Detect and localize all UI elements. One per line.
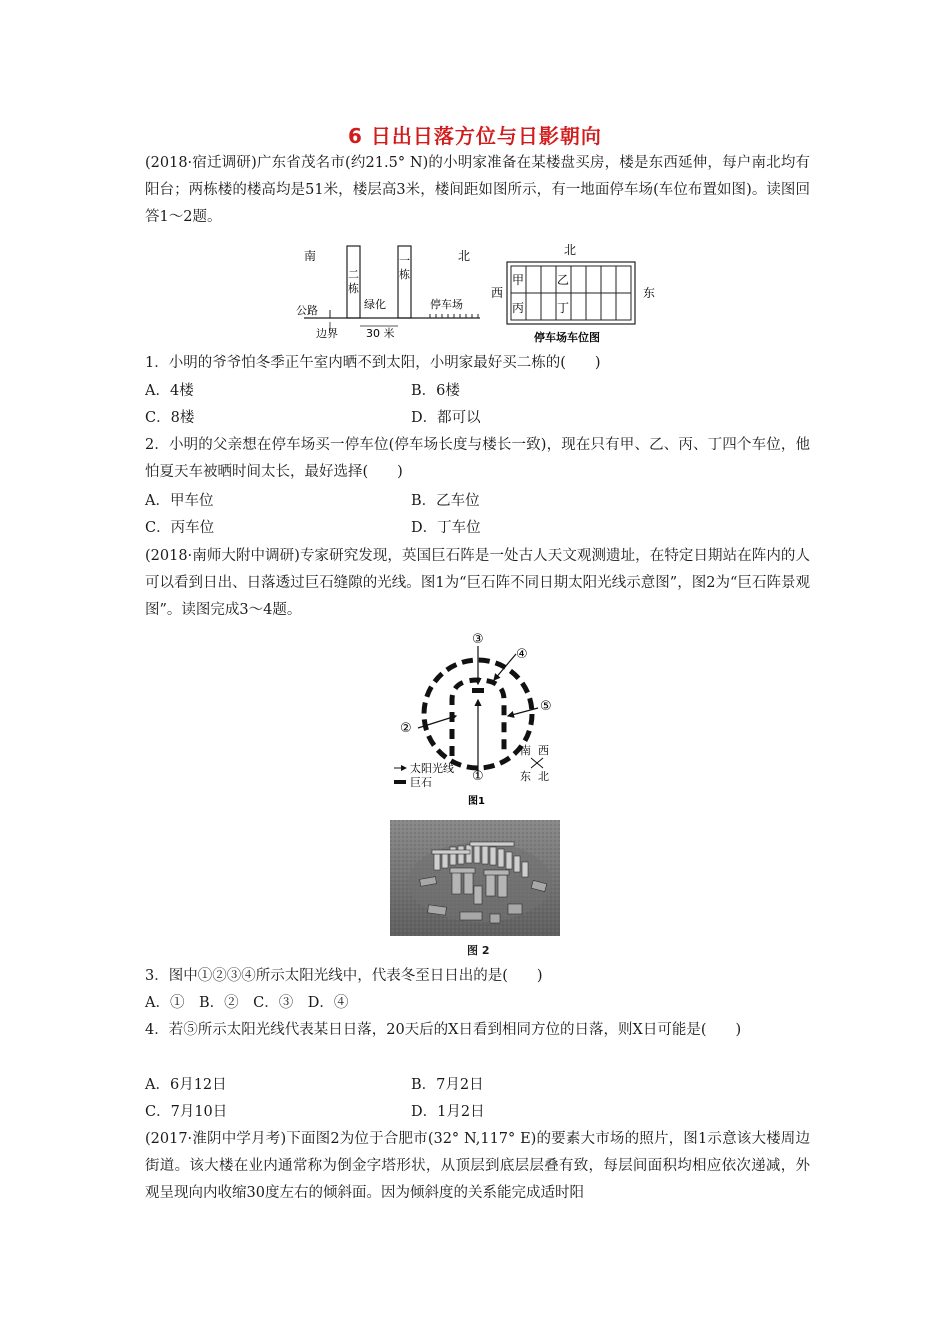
- building-two-char1: 二: [348, 268, 359, 281]
- question-4-option-d: D．1月2日: [411, 1104, 485, 1120]
- building-two-char2: 栋: [348, 282, 359, 295]
- question-1-option-d: D．都可以: [411, 410, 481, 426]
- legend-stone-symbol: [394, 780, 406, 784]
- stonehenge-photo: [390, 820, 560, 936]
- question-4-option-b: B．7月2日: [411, 1077, 484, 1093]
- ray-label-2: ②: [400, 721, 412, 736]
- question-1-option-b: B．6楼: [411, 383, 460, 399]
- parking-lot-figure: [488, 240, 663, 345]
- question-1-option-a: A．4楼: [145, 383, 194, 399]
- ray-label-4: ④: [516, 647, 528, 662]
- fig-south-label: 南: [304, 249, 317, 263]
- parking-spot-jia: 甲: [512, 273, 525, 287]
- center-stone: [472, 688, 484, 693]
- compass-west: 西: [538, 744, 549, 757]
- fig-distance-label: 30 米: [366, 327, 395, 340]
- fig-parking-label: 停车场: [430, 298, 463, 311]
- question-2-option-c: C．丙车位: [145, 520, 215, 536]
- question-4-stem: 4．若⑤所示太阳光线代表某日日落，20天后的X日看到相同方位的日落，则X日可能是( ): [145, 1022, 742, 1038]
- parking-north-label: 北: [564, 243, 577, 257]
- intro-paragraph-3: (2017·淮阴中学月考)下面图2为位于合肥市(32° N,117° E)的要素大市场的照片，图1示意该大楼周边街道。该大楼在业内通常称为倒金字塔形状，从顶层到底层层叠有致，每层间面积均相应依次递减，外观呈现向内收缩30度左右的倾斜面。因为倾斜度的关系能完成适时阳: [145, 1131, 810, 1201]
- question-2-option-d: D．丁车位: [411, 520, 481, 536]
- parking-west-label: 西: [491, 286, 504, 300]
- parking-spot-yi: 乙: [557, 273, 570, 287]
- question-4-option-a: A．6月12日: [145, 1077, 227, 1093]
- parking-spot-ding: 丁: [557, 301, 570, 315]
- page-title: 6 日出日落方位与日影朝向: [348, 124, 602, 148]
- fig-green-label: 绿化: [364, 298, 386, 311]
- figure-2-caption: 图 2: [467, 944, 490, 957]
- compass-east: 东: [520, 770, 531, 783]
- fig-road-label: 公路: [296, 304, 318, 317]
- ray-label-3: ③: [472, 632, 484, 647]
- ray-label-1: ①: [472, 769, 484, 784]
- figure-1-caption: 图1: [468, 796, 485, 807]
- parking-caption: 停车场车位图: [534, 331, 600, 344]
- legend-stone-label: 巨石: [410, 776, 432, 789]
- question-1-option-c: C．8楼: [145, 410, 195, 426]
- fig-border-label: 边界: [316, 327, 338, 340]
- compass-north: 北: [538, 770, 549, 783]
- parking-east-label: 东: [643, 286, 656, 300]
- question-2-stem: 2．小明的父亲想在停车场买一停车位(停车场长度与楼长一致)，现在只有甲、乙、丙、丁四个车位，他怕夏天车被晒时间太长，最好选择( ): [145, 437, 810, 480]
- intro-paragraph-2: (2018·南师大附中调研)专家研究发现，英国巨石阵是一处古人天文观测遗址，在特定日期站在阵内的人可以看到日出、日落透过巨石缝隙的光线。图1为“巨石阵不同日期太阳光线示意图”，图2为“巨石阵景观图”。读图完成3～4题。: [145, 548, 810, 618]
- fig-north-label: 北: [458, 249, 471, 263]
- legend-ray-label: 太阳光线: [410, 762, 454, 775]
- sun-ray-4: [494, 654, 516, 680]
- compass-south: 南: [520, 744, 531, 757]
- stonehenge-sunray-diagram: [388, 628, 563, 810]
- building-section-figure: [290, 240, 490, 340]
- question-1-stem: 1．小明的爷爷怕冬季正午室内晒不到太阳，小明家最好买二栋的( ): [145, 355, 601, 371]
- question-4-option-c: C．7月10日: [145, 1104, 228, 1120]
- building-one-char2: 栋: [399, 268, 410, 281]
- parking-spot-bing: 丙: [512, 301, 525, 315]
- building-one-char1: 一: [399, 254, 410, 267]
- question-3-options: A．① B．② C．③ D．④: [145, 995, 349, 1011]
- question-2-option-a: A．甲车位: [145, 493, 214, 509]
- intro-paragraph-1: (2018·宿迁调研)广东省茂名市(约21.5° N)的小明家准备在某楼盘买房，楼是东西延伸，每户南北均有阳台；两栋楼的楼高均是51米，楼层高3米，楼间距如图所示，有一地面停车场(车位布置如图)。读图回答1～2题。: [145, 155, 810, 225]
- question-3-stem: 3．图中①②③④所示太阳光线中，代表冬至日日出的是( ): [145, 968, 543, 984]
- ray-label-5: ⑤: [540, 699, 552, 714]
- question-2-option-b: B．乙车位: [411, 493, 480, 509]
